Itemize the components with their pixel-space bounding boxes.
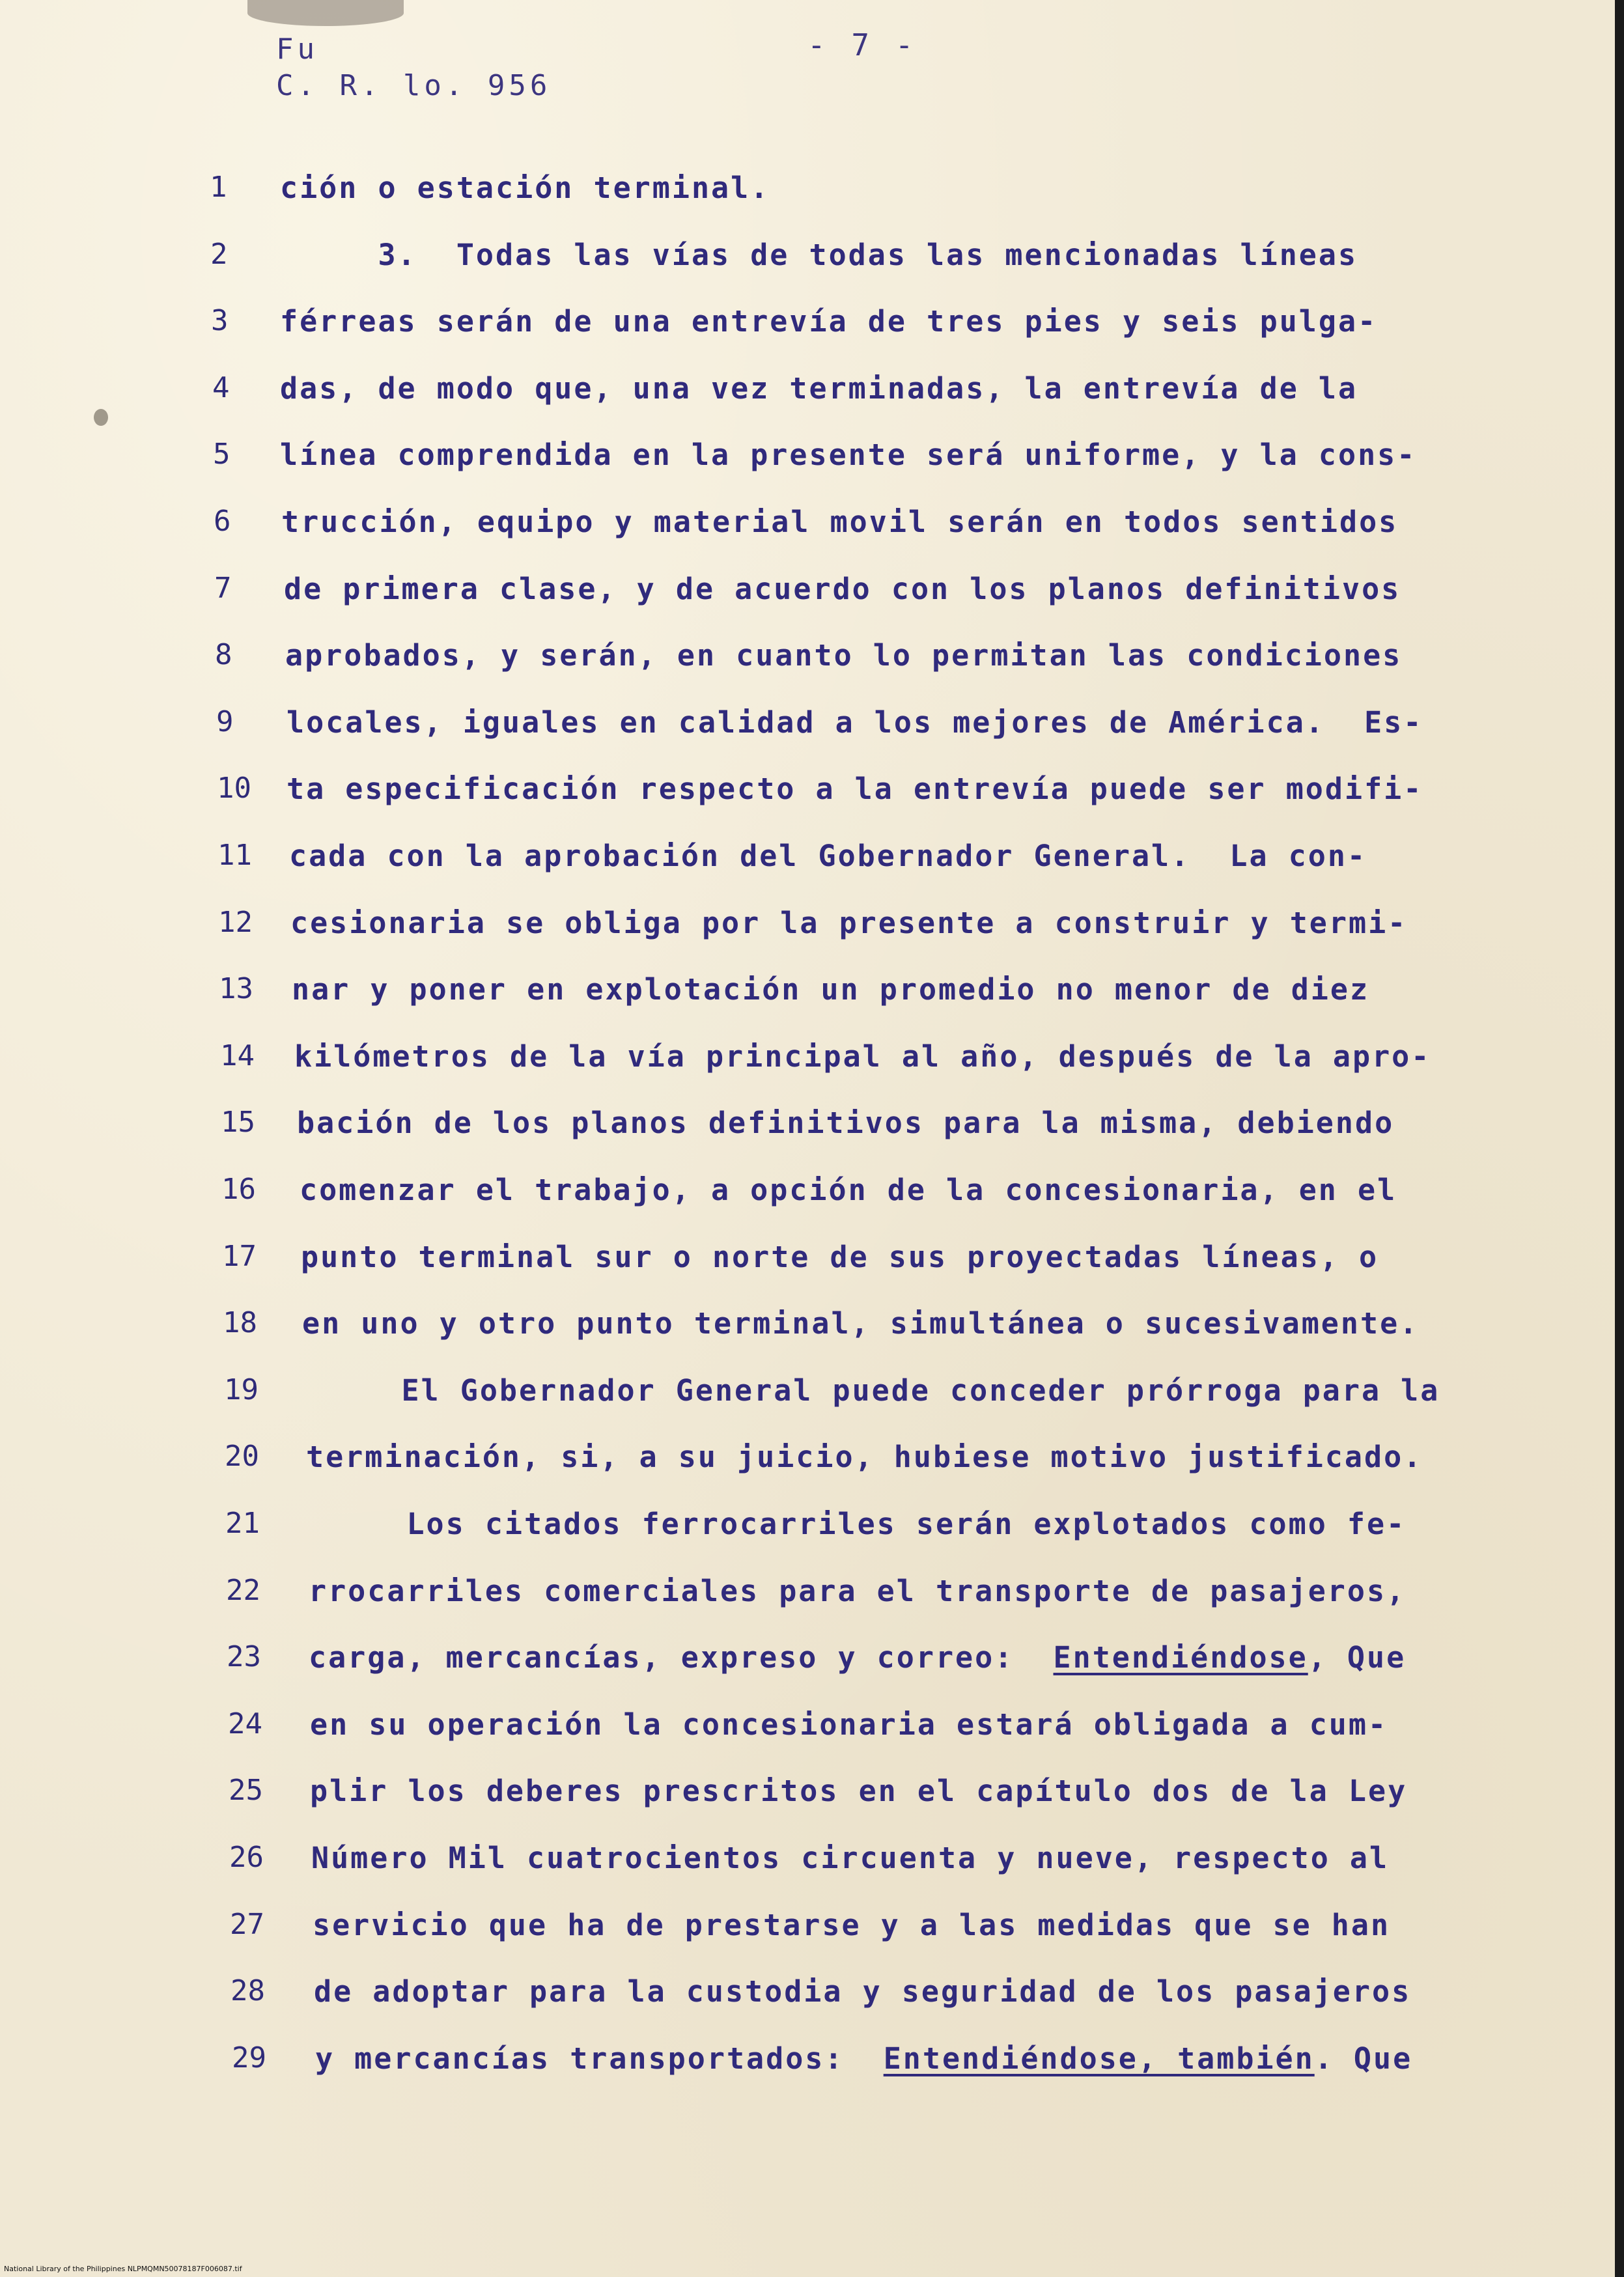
line-text [287, 772, 1423, 806]
header-reference: C. R. lo. 956 [276, 69, 552, 102]
line-text [315, 2041, 1412, 2076]
line-text-main: línea comprendida en la presente será uniforme, y la cons- [280, 438, 1417, 472]
line-text [311, 1841, 1389, 1875]
line-text-main: cesionaria se obliga por la presente a construir y termi- [290, 906, 1408, 940]
line-number: 23 [227, 1640, 261, 1673]
header-initials: Fu [276, 33, 318, 66]
line-text [297, 1106, 1394, 1140]
line-text-main: de primera clase, y de acuerdo con los planos definitivos [284, 572, 1401, 606]
paper-stain [94, 409, 108, 426]
line-text-main: cada con la aprobación del Gobernador General. La con- [289, 839, 1367, 873]
line-text [289, 839, 1367, 873]
line-text-main: 3. Todas las vías de todas las mencionadas líneas [280, 238, 1358, 272]
line-text [280, 238, 1358, 272]
page-number: - 7 - [807, 27, 917, 63]
line-number: 19 [224, 1373, 259, 1406]
line-number: 29 [232, 2041, 266, 2074]
scan-edge [1615, 0, 1624, 2277]
line-text [284, 572, 1401, 606]
line-text-main: El Gobernador General puede conceder prórroga para la [303, 1373, 1440, 1408]
line-number: 8 [215, 638, 232, 671]
line-text-main: comenzar el trabajo, a opción de la concesionaria, en el [300, 1173, 1397, 1207]
line-text [280, 304, 1377, 339]
line-text-main: Los citados ferrocarriles serán explotados como fe- [309, 1507, 1407, 1541]
line-text-main: ción o estación terminal. [280, 171, 770, 205]
line-text-main: nar y poner en explotación un promedio no menor de diez [292, 972, 1370, 1007]
line-text-main: bación de los planos definitivos para la misma, debiendo [297, 1106, 1395, 1140]
line-text-main: Número Mil cuatrocientos circuenta y nueve, respecto al [311, 1841, 1390, 1875]
line-text [303, 1373, 1440, 1408]
line-text-main: ta especificación respecto a la entrevía puede ser modifi- [287, 772, 1423, 806]
paper-shadow [247, 0, 404, 26]
line-text-main: rrocarriles comerciales para el transporte de pasajeros, [309, 1574, 1407, 1608]
line-text [310, 1707, 1388, 1742]
line-text [281, 505, 1398, 539]
line-number: 16 [221, 1173, 256, 1206]
line-text-main: terminación, si, a su juicio, hubiese motivo justificado. [306, 1440, 1423, 1474]
line-number: 6 [214, 505, 231, 538]
line-text [314, 1974, 1411, 2009]
line-text [294, 1039, 1431, 1074]
line-text-main: férreas serán de una entrevía de tres pies y seis pulga- [280, 304, 1378, 339]
line-number: 11 [217, 839, 252, 872]
line-number: 1 [210, 171, 227, 204]
line-text-main: trucción, equipo y material movil serán en todos sentidos [281, 505, 1399, 539]
line-text [306, 1440, 1423, 1474]
line-text [292, 972, 1369, 1007]
line-number: 3 [211, 304, 229, 337]
line-text [280, 438, 1416, 472]
line-number: 12 [218, 906, 253, 939]
underlined-term: Entendiéndose, también [883, 2041, 1315, 2076]
line-number: 22 [226, 1574, 260, 1607]
line-number: 15 [221, 1106, 255, 1139]
line-text [309, 1574, 1406, 1608]
archive-footer: National Library of the Philippines NLPMQMN50078187F006087.tif [4, 2265, 242, 2273]
line-number: 28 [231, 1974, 265, 2007]
line-text [300, 1173, 1397, 1207]
line-text-main: de adoptar para la custodia y seguridad de los pasajeros [314, 1974, 1412, 2009]
line-number: 9 [216, 705, 234, 738]
line-text [280, 371, 1358, 406]
line-text [302, 1306, 1419, 1341]
line-text-main: carga, mercancías, expreso y correo: [309, 1640, 1015, 1675]
line-text-main: das, de modo que, una vez terminadas, la entrevía de la [280, 371, 1358, 406]
line-number: 20 [225, 1440, 259, 1473]
line-text-main: en uno y otro punto terminal, simultánea o sucesivamente. [302, 1306, 1420, 1341]
line-text [287, 705, 1423, 740]
line-number: 13 [219, 972, 253, 1005]
line-number: 24 [228, 1707, 262, 1740]
line-text-after: . Que [1314, 2041, 1413, 2076]
line-number: 2 [210, 238, 228, 271]
line-number: 25 [229, 1774, 263, 1807]
line-number: 10 [217, 772, 251, 805]
line-text-main: plir los deberes prescritos en el capítulo dos de la Ley [310, 1774, 1408, 1808]
line-number: 17 [222, 1240, 257, 1273]
line-text-main: y mercancías transportados: [315, 2041, 845, 2076]
line-number: 26 [229, 1841, 264, 1874]
line-number: 18 [223, 1306, 257, 1339]
line-text [285, 638, 1402, 673]
line-text-main: aprobados, y serán, en cuanto lo permitan las condiciones [285, 638, 1403, 673]
line-text [309, 1640, 1406, 1675]
line-text [310, 1774, 1407, 1808]
underlined-term: Entendiéndose [1053, 1640, 1308, 1675]
line-text [280, 171, 770, 205]
line-number: 14 [220, 1039, 255, 1072]
line-text-main: kilómetros de la vía principal al año, después de la apro- [294, 1039, 1431, 1074]
line-text [309, 1507, 1406, 1541]
line-text-main: punto terminal sur o norte de sus proyectadas líneas, o [301, 1240, 1379, 1274]
line-number: 21 [225, 1507, 260, 1540]
line-text [290, 906, 1407, 940]
line-number: 27 [230, 1908, 264, 1941]
line-number: 7 [214, 572, 232, 605]
line-number: 5 [213, 438, 231, 471]
line-text-main: locales, iguales en calidad a los mejores de América. Es- [287, 705, 1423, 740]
line-text-main: en su operación la concesionaria estará obligada a cum- [310, 1707, 1388, 1742]
line-text-main: servicio que ha de prestarse y a las medidas que se han [313, 1908, 1391, 1942]
line-text [301, 1240, 1379, 1274]
line-text-after: , Que [1308, 1640, 1407, 1675]
line-number: 4 [212, 371, 230, 404]
line-text [313, 1908, 1390, 1942]
